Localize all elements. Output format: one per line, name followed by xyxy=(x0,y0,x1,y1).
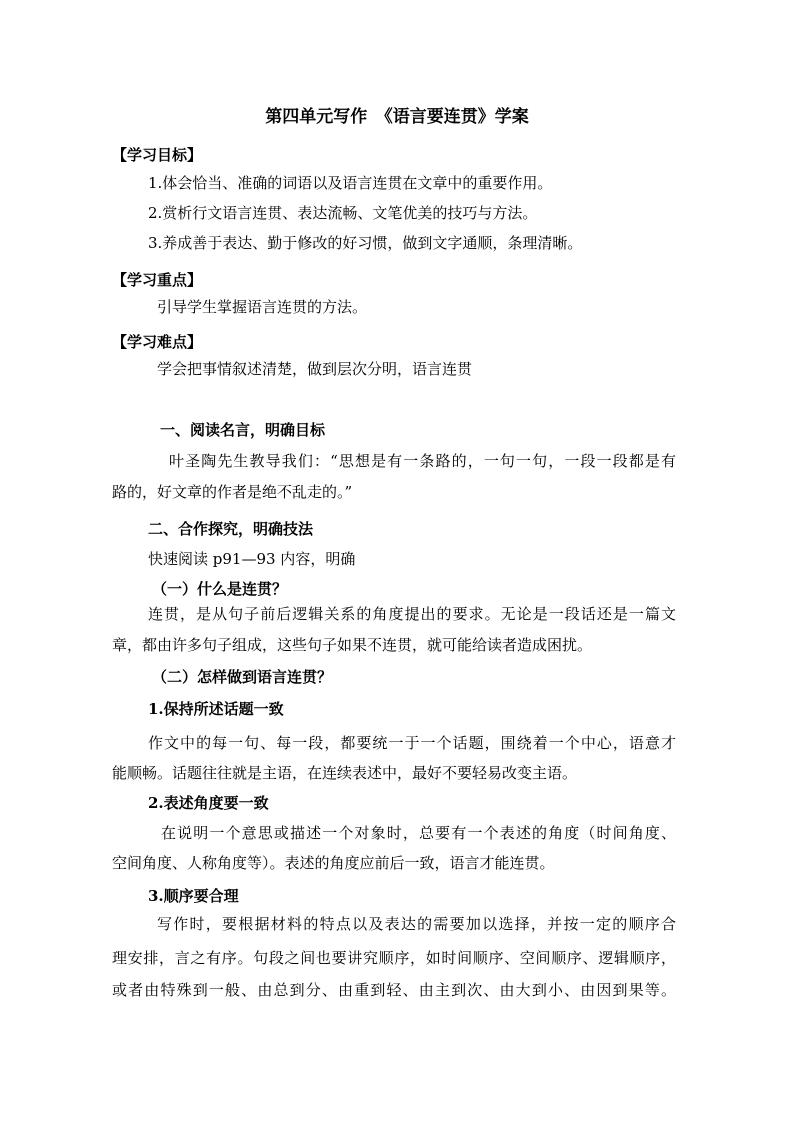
point3-line-3: 或者由特殊到一般、由总到分、由重到轻、由主到次、由大到小、由因到果等。 xyxy=(112,981,676,999)
sub1-line-2: 章，都由许多句子组成，这些句子如果不连贯，就可能给读者造成困扰。 xyxy=(112,636,593,654)
section1-heading: 一、阅读名言，明确目标 xyxy=(160,421,326,439)
objective-item-3: 3.养成善于表达、勤于修改的好习惯，做到文字通顺，条理清晰。 xyxy=(148,234,583,252)
point2-line-1: 在说明一个意思或描述一个对象时，总要有一个表述的角度（时间角度、 xyxy=(161,824,676,842)
point3-line-2: 理安排，言之有序。句段之间也要讲究顺序，如时间顺序、空间顺序、逻辑顺序， xyxy=(112,949,676,967)
section2-intro: 快速阅读 p91—93 内容，明确 xyxy=(148,550,356,568)
page-title: 第四单元写作 《语言要连贯》学案 xyxy=(265,107,529,127)
point1-line-2: 能顺畅。话题往往就是主语，在连续表述中，最好不要轻易改变主语。 xyxy=(112,764,578,782)
point1-heading: 1.保持所述话题一致 xyxy=(148,700,284,718)
point3-line-1: 写作时，要根据材料的特点以及表达的需要加以选择，并按一定的顺序合 xyxy=(157,915,676,933)
objective-item-1: 1.体会恰当、准确的词语以及语言连贯在文章中的重要作用。 xyxy=(148,174,553,192)
difficulties-heading: 【学习难点】 xyxy=(112,333,203,351)
point2-heading: 2.表述角度要一致 xyxy=(148,794,269,812)
point3-heading: 3.顺序要合理 xyxy=(148,887,239,905)
sub2-heading: （二）怎样做到语言连贯？ xyxy=(152,668,333,686)
difficulties-text: 学会把事情叙述清楚，做到层次分明，语言连贯 xyxy=(157,360,473,378)
objective-item-2: 2.赏析行文语言连贯、表达流畅、文笔优美的技巧与方法。 xyxy=(148,204,538,222)
point2-line-2: 空间角度、人称角度等）。表述的角度应前后一致，语言才能连贯。 xyxy=(112,854,555,872)
section2-heading: 二、合作探究，明确技法 xyxy=(148,520,314,538)
sub1-heading: （一）什么是连贯？ xyxy=(152,580,288,598)
sub1-line-1: 连贯，是从句子前后逻辑关系的角度提出的要求。无论是一段话还是一篇文 xyxy=(148,605,676,623)
quote-line-1: 叶圣陶先生教导我们：“思想是有一条路的，一句一句，一段一段都是有 xyxy=(169,452,676,470)
key-points-text: 引导学生掌握语言连贯的方法。 xyxy=(157,298,368,316)
objectives-heading: 【学习目标】 xyxy=(112,146,203,164)
point1-line-1: 作文中的每一句、每一段，都要统一于一个话题，围绕着一个中心，语意才 xyxy=(148,734,676,752)
quote-line-2: 路的，好文章的作者是绝不乱走的。” xyxy=(112,483,353,501)
key-points-heading: 【学习重点】 xyxy=(112,271,203,289)
